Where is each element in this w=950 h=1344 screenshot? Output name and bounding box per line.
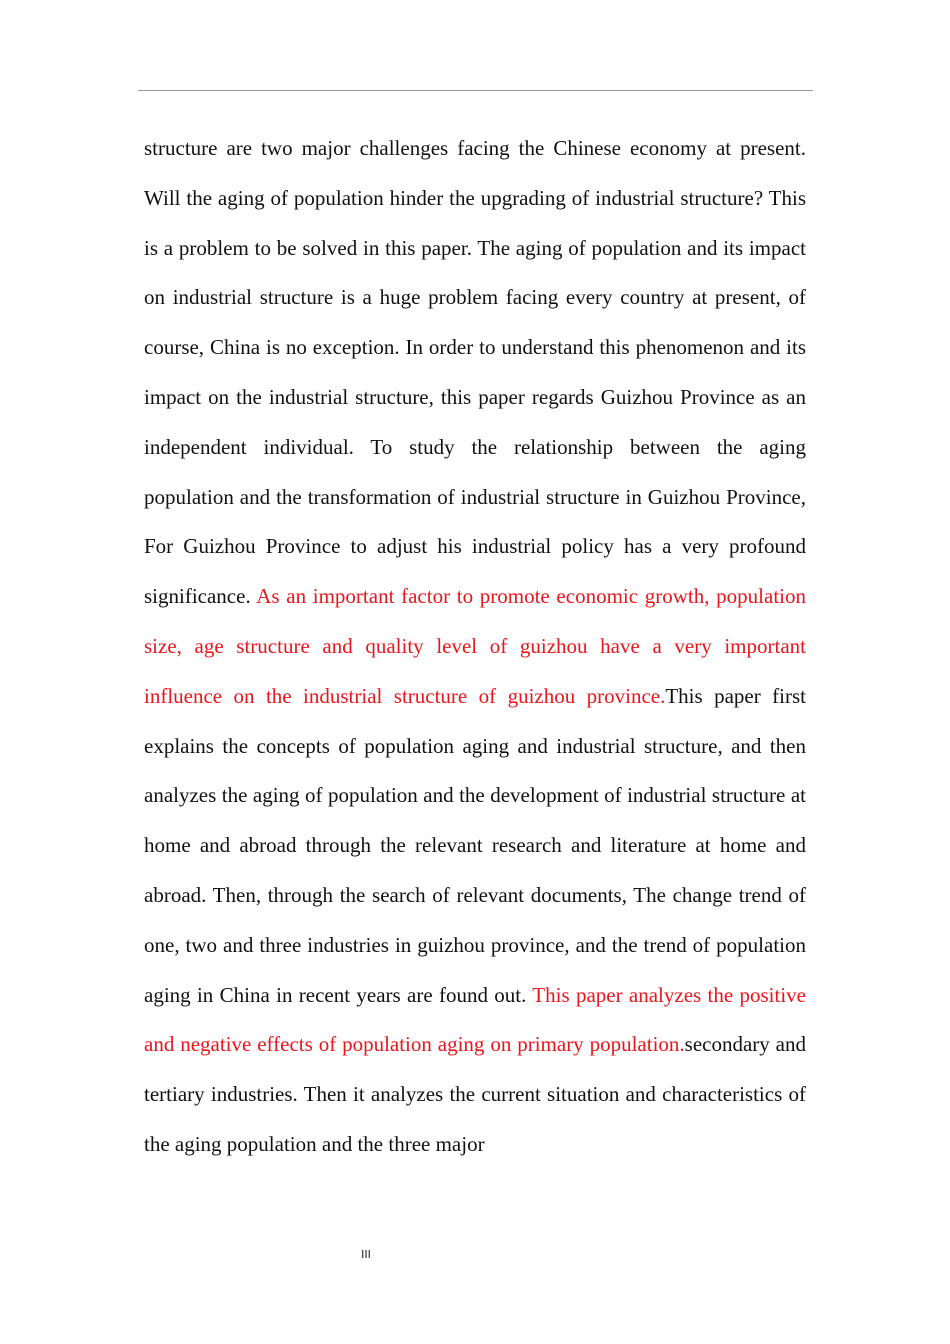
body-text-segment: This paper first explains the concepts of population aging and industrial structure, and then analyzes the aging of population and the development of industrial structure at home and abroad through the relevant research and literature at home and abroad. Then, through the search of relevant documents, The change trend of one, two and three industries in guizhou province, and the trend of population aging in China in recent years are found out.: [144, 683, 806, 1007]
highlighted-text-segment: This paper analyzes the positive and negative effects of population aging on primary population.: [144, 982, 806, 1057]
header-rule: [138, 90, 813, 91]
page-number: III: [361, 1248, 371, 1261]
body-text-segment: structure are two major challenges facing the Chinese economy at present. Will the aging of population hinder the upgrading of industrial structure? This is a problem to be solved in this paper. The aging of population and its impact on industrial structure is a huge problem facing every country at present, of course, China is no exception. In order to understand this phenomenon and its impact on the industrial structure, this paper regards Guizhou Province as an independent individual. To study the relationship between the aging population and the transformation of industrial structure in Guizhou Province, For Guizhou Province to adjust his industrial policy has a very profound significance.: [144, 136, 806, 609]
body-text-segment: secondary and tertiary industries. Then it analyzes the current situation and characteristics of the aging population and the three major: [144, 1032, 806, 1156]
highlighted-text-segment: As an important factor to promote economic growth, population size, age structure and quality level of guizhou have a very important influence on the industrial structure of guizhou province.: [144, 584, 806, 708]
body-paragraph: [144, 124, 806, 1170]
